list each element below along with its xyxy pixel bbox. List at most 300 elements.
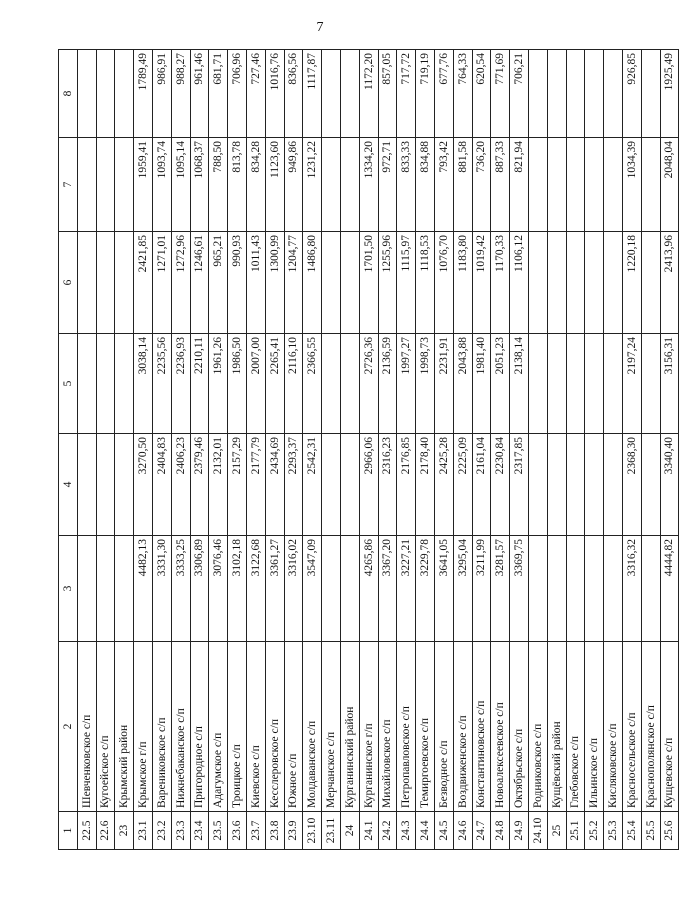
value-cell: 1204,77	[284, 232, 303, 334]
value-cell: 3361,27	[265, 536, 284, 642]
table-row	[303, 50, 322, 850]
value-cell: 788,50	[209, 138, 228, 232]
value-cell: 677,76	[434, 50, 453, 138]
table-row	[660, 50, 679, 850]
row-number-cell: 25.3	[604, 812, 623, 850]
table-row	[641, 50, 660, 850]
value-cell: 1334,20	[359, 138, 378, 232]
settlement-name-cell: Кисляковское с/п	[604, 642, 623, 812]
value-cell: 887,33	[491, 138, 510, 232]
column-header: 6	[59, 232, 78, 334]
value-cell	[566, 50, 585, 138]
value-cell: 1271,01	[152, 232, 171, 334]
column-header: 4	[59, 434, 78, 536]
settlement-name-cell: Глебовское с/п	[566, 642, 585, 812]
table-row	[265, 50, 284, 850]
value-cell	[77, 50, 96, 138]
value-cell: 2406,23	[171, 434, 190, 536]
settlement-name-cell: Воздвиженское с/п	[453, 642, 472, 812]
row-number-cell: 25	[547, 812, 566, 850]
value-cell	[604, 434, 623, 536]
settlement-name-cell: Курганинский район	[340, 642, 359, 812]
table-row	[453, 50, 472, 850]
value-cell: 3229,78	[416, 536, 435, 642]
row-number-cell: 23.4	[190, 812, 209, 850]
value-cell: 2317,85	[510, 434, 529, 536]
value-cell	[528, 334, 547, 434]
value-cell	[604, 138, 623, 232]
row-number-cell: 23.6	[228, 812, 247, 850]
row-number-cell: 23.10	[303, 812, 322, 850]
value-cell	[322, 334, 341, 434]
value-cell: 1272,96	[171, 232, 190, 334]
value-cell	[604, 334, 623, 434]
value-cell: 3281,57	[491, 536, 510, 642]
value-cell: 1981,40	[472, 334, 491, 434]
table-row	[190, 50, 209, 850]
settlement-name-cell: Крымский район	[115, 642, 134, 812]
value-cell: 3547,09	[303, 536, 322, 642]
value-cell	[547, 138, 566, 232]
row-number-cell: 24	[340, 812, 359, 850]
value-cell: 1106,12	[510, 232, 529, 334]
settlement-name-cell: Адагумское с/п	[209, 642, 228, 812]
value-cell: 2007,00	[246, 334, 265, 434]
table-row	[152, 50, 171, 850]
value-cell: 1986,50	[228, 334, 247, 434]
value-cell	[547, 434, 566, 536]
value-cell	[585, 334, 604, 434]
settlement-name-cell: Родниковское с/п	[528, 642, 547, 812]
row-number-cell: 24.8	[491, 812, 510, 850]
table-row	[585, 50, 604, 850]
value-cell	[566, 334, 585, 434]
value-cell: 972,71	[378, 138, 397, 232]
settlement-name-cell: Константиновское с/п	[472, 642, 491, 812]
value-cell: 2413,96	[660, 232, 679, 334]
value-cell: 3316,02	[284, 536, 303, 642]
value-cell: 1183,80	[453, 232, 472, 334]
value-cell	[96, 434, 115, 536]
settlement-name-cell: Шевченковское с/п	[77, 642, 96, 812]
value-cell	[585, 232, 604, 334]
value-cell: 2366,55	[303, 334, 322, 434]
value-cell: 988,27	[171, 50, 190, 138]
settlement-name-cell: Пригородное с/п	[190, 642, 209, 812]
settlement-name-cell: Кесслеровское с/п	[265, 642, 284, 812]
value-cell	[322, 434, 341, 536]
row-number-cell: 25.4	[622, 812, 641, 850]
value-cell	[547, 536, 566, 642]
settlement-name-cell: Кущевское с/п	[660, 642, 679, 812]
value-cell	[641, 536, 660, 642]
table-row	[246, 50, 265, 850]
row-number-cell: 23.8	[265, 812, 284, 850]
value-cell: 2425,28	[434, 434, 453, 536]
row-number-cell: 24.10	[528, 812, 547, 850]
value-cell	[566, 138, 585, 232]
row-number-cell: 25.6	[660, 812, 679, 850]
value-cell: 2230,84	[491, 434, 510, 536]
value-cell	[604, 232, 623, 334]
value-cell: 1118,53	[416, 232, 435, 334]
value-cell: 3102,18	[228, 536, 247, 642]
table-header-row	[59, 50, 78, 850]
row-number-cell: 25.2	[585, 812, 604, 850]
table-row	[228, 50, 247, 850]
value-cell: 1220,18	[622, 232, 641, 334]
value-cell	[115, 138, 134, 232]
column-header: 3	[59, 536, 78, 642]
value-cell	[340, 536, 359, 642]
value-cell	[340, 334, 359, 434]
value-cell: 857,05	[378, 50, 397, 138]
value-cell	[585, 138, 604, 232]
value-cell	[566, 536, 585, 642]
settlement-name-cell: Темиргоевское с/п	[416, 642, 435, 812]
value-cell: 3270,50	[134, 434, 153, 536]
column-header: 1	[59, 812, 78, 850]
value-cell: 961,46	[190, 50, 209, 138]
value-cell: 3369,75	[510, 536, 529, 642]
value-cell: 4482,13	[134, 536, 153, 642]
table-row	[359, 50, 378, 850]
value-cell: 1997,27	[397, 334, 416, 434]
table-row	[322, 50, 341, 850]
value-cell: 2051,23	[491, 334, 510, 434]
value-cell: 1246,61	[190, 232, 209, 334]
row-number-cell: 23.3	[171, 812, 190, 850]
row-number-cell: 23.7	[246, 812, 265, 850]
value-cell: 2048,04	[660, 138, 679, 232]
row-number-cell: 23.5	[209, 812, 228, 850]
row-number-cell: 24.2	[378, 812, 397, 850]
value-cell	[115, 434, 134, 536]
value-cell	[585, 434, 604, 536]
table-row	[566, 50, 585, 850]
value-cell: 1019,42	[472, 232, 491, 334]
row-number-cell: 23.9	[284, 812, 303, 850]
value-cell	[96, 536, 115, 642]
row-number-cell: 25.1	[566, 812, 585, 850]
value-cell	[585, 50, 604, 138]
settlement-name-cell: Краснополянское с/п	[641, 642, 660, 812]
value-cell	[604, 50, 623, 138]
value-cell	[96, 138, 115, 232]
value-cell: 949,86	[284, 138, 303, 232]
table-row	[134, 50, 153, 850]
value-cell: 2177,79	[246, 434, 265, 536]
value-cell: 2136,59	[378, 334, 397, 434]
page-number: 7	[316, 20, 324, 35]
settlement-name-cell: Ильинское с/п	[585, 642, 604, 812]
value-cell: 1701,50	[359, 232, 378, 334]
value-cell	[528, 138, 547, 232]
value-cell: 1998,73	[416, 334, 435, 434]
value-cell: 2434,69	[265, 434, 284, 536]
value-cell: 2542,31	[303, 434, 322, 536]
table-row	[604, 50, 623, 850]
settlement-name-cell: Крымское г/п	[134, 642, 153, 812]
table-row	[378, 50, 397, 850]
value-cell: 2726,36	[359, 334, 378, 434]
value-cell: 727,46	[246, 50, 265, 138]
value-cell: 881,58	[453, 138, 472, 232]
value-cell: 836,56	[284, 50, 303, 138]
value-cell: 2368,30	[622, 434, 641, 536]
table-body	[77, 50, 679, 850]
table-row	[472, 50, 491, 850]
value-cell	[528, 536, 547, 642]
value-cell: 1123,60	[265, 138, 284, 232]
value-cell	[115, 232, 134, 334]
value-cell: 3156,31	[660, 334, 679, 434]
value-cell: 2157,29	[228, 434, 247, 536]
value-cell: 1172,20	[359, 50, 378, 138]
value-cell: 926,85	[622, 50, 641, 138]
table-row	[96, 50, 115, 850]
value-cell: 1115,97	[397, 232, 416, 334]
value-cell: 3331,30	[152, 536, 171, 642]
value-cell: 1117,87	[303, 50, 322, 138]
value-cell	[641, 138, 660, 232]
value-cell: 2404,83	[152, 434, 171, 536]
value-cell: 2231,91	[434, 334, 453, 434]
value-cell	[115, 536, 134, 642]
settlement-name-cell: Нижнебаканское с/п	[171, 642, 190, 812]
value-cell	[115, 334, 134, 434]
value-cell: 2116,10	[284, 334, 303, 434]
settlement-name-cell: Троицкое с/п	[228, 642, 247, 812]
settlement-name-cell: Молдаванское с/п	[303, 642, 322, 812]
value-cell: 2293,37	[284, 434, 303, 536]
settlement-name-cell: Южное с/п	[284, 642, 303, 812]
value-cell: 706,21	[510, 50, 529, 138]
value-cell: 2421,85	[134, 232, 153, 334]
value-cell: 3211,99	[472, 536, 491, 642]
value-cell: 1925,49	[660, 50, 679, 138]
value-cell: 3295,04	[453, 536, 472, 642]
value-cell: 1016,76	[265, 50, 284, 138]
value-cell	[115, 50, 134, 138]
value-cell: 2132,01	[209, 434, 228, 536]
value-cell	[528, 50, 547, 138]
row-number-cell: 23.1	[134, 812, 153, 850]
row-number-cell: 22.6	[96, 812, 115, 850]
value-cell: 1068,37	[190, 138, 209, 232]
value-cell: 3227,21	[397, 536, 416, 642]
value-cell	[77, 334, 96, 434]
value-cell	[77, 434, 96, 536]
value-cell: 2235,56	[152, 334, 171, 434]
value-cell: 793,42	[434, 138, 453, 232]
row-number-cell: 23	[115, 812, 134, 850]
value-cell: 2161,04	[472, 434, 491, 536]
value-cell: 736,20	[472, 138, 491, 232]
value-cell	[604, 536, 623, 642]
value-cell: 2138,14	[510, 334, 529, 434]
value-cell	[528, 232, 547, 334]
value-cell: 1076,70	[434, 232, 453, 334]
value-cell: 821,94	[510, 138, 529, 232]
value-cell: 3306,89	[190, 536, 209, 642]
value-cell	[585, 536, 604, 642]
row-number-cell: 24.5	[434, 812, 453, 850]
column-header: 2	[59, 642, 78, 812]
value-cell	[547, 232, 566, 334]
value-cell: 1959,41	[134, 138, 153, 232]
row-number-cell: 24.3	[397, 812, 416, 850]
row-number-cell: 24.7	[472, 812, 491, 850]
column-header: 8	[59, 50, 78, 138]
value-cell: 1300,99	[265, 232, 284, 334]
value-cell	[322, 50, 341, 138]
value-cell	[340, 434, 359, 536]
value-cell	[322, 536, 341, 642]
value-cell: 2176,85	[397, 434, 416, 536]
value-cell: 3333,25	[171, 536, 190, 642]
value-cell: 1231,22	[303, 138, 322, 232]
settlement-name-cell: Кугоейское с/п	[96, 642, 115, 812]
value-cell: 986,91	[152, 50, 171, 138]
value-cell: 813,78	[228, 138, 247, 232]
value-cell: 1034,39	[622, 138, 641, 232]
value-cell: 764,33	[453, 50, 472, 138]
table-row	[397, 50, 416, 850]
value-cell: 3641,05	[434, 536, 453, 642]
column-header: 5	[59, 334, 78, 434]
settlement-name-cell: Октябрьское с/п	[510, 642, 529, 812]
value-cell	[340, 138, 359, 232]
value-cell: 965,21	[209, 232, 228, 334]
value-cell: 1961,26	[209, 334, 228, 434]
value-cell: 2043,88	[453, 334, 472, 434]
settlement-name-cell: Мерчанское с/п	[322, 642, 341, 812]
value-cell	[547, 50, 566, 138]
value-cell: 706,96	[228, 50, 247, 138]
value-cell: 2316,23	[378, 434, 397, 536]
value-cell	[340, 232, 359, 334]
value-cell: 2236,93	[171, 334, 190, 434]
value-cell: 3038,14	[134, 334, 153, 434]
value-cell: 1255,96	[378, 232, 397, 334]
table-row	[340, 50, 359, 850]
value-cell	[340, 50, 359, 138]
table-row	[528, 50, 547, 850]
value-cell: 771,69	[491, 50, 510, 138]
value-cell: 3076,46	[209, 536, 228, 642]
row-number-cell: 24.1	[359, 812, 378, 850]
table-row	[547, 50, 566, 850]
table-row	[491, 50, 510, 850]
settlement-name-cell: Новоалексеевское с/п	[491, 642, 510, 812]
value-cell	[641, 232, 660, 334]
table-row	[434, 50, 453, 850]
value-cell	[547, 334, 566, 434]
value-cell: 3367,20	[378, 536, 397, 642]
value-cell: 2210,11	[190, 334, 209, 434]
value-cell	[96, 334, 115, 434]
value-cell: 2265,41	[265, 334, 284, 434]
table-row	[115, 50, 134, 850]
value-cell: 3316,32	[622, 536, 641, 642]
settlement-name-cell: Кущёвский район	[547, 642, 566, 812]
value-cell: 833,33	[397, 138, 416, 232]
value-cell	[566, 232, 585, 334]
value-cell	[566, 434, 585, 536]
value-cell: 717,72	[397, 50, 416, 138]
row-number-cell: 23.11	[322, 812, 341, 850]
value-cell: 681,71	[209, 50, 228, 138]
value-cell: 1170,33	[491, 232, 510, 334]
value-cell: 3340,40	[660, 434, 679, 536]
value-cell	[77, 138, 96, 232]
value-cell: 2379,46	[190, 434, 209, 536]
value-cell: 1789,49	[134, 50, 153, 138]
value-cell	[528, 434, 547, 536]
value-cell: 4444,82	[660, 536, 679, 642]
value-cell: 1095,14	[171, 138, 190, 232]
value-cell	[96, 232, 115, 334]
value-cell: 1011,43	[246, 232, 265, 334]
column-header: 7	[59, 138, 78, 232]
settlement-name-cell: Красносельское с/п	[622, 642, 641, 812]
value-cell: 1093,74	[152, 138, 171, 232]
row-number-cell: 23.2	[152, 812, 171, 850]
value-cell	[322, 232, 341, 334]
settlement-name-cell: Варениковское с/п	[152, 642, 171, 812]
value-cell	[641, 50, 660, 138]
row-number-cell: 24.6	[453, 812, 472, 850]
value-cell	[641, 334, 660, 434]
value-cell: 2197,24	[622, 334, 641, 434]
rotated-table-container	[58, 50, 676, 850]
value-cell: 719,19	[416, 50, 435, 138]
value-cell	[96, 50, 115, 138]
settlement-name-cell: Михайловское с/п	[378, 642, 397, 812]
row-number-cell: 22.5	[77, 812, 96, 850]
settlement-name-cell: Безводное с/п	[434, 642, 453, 812]
settlement-name-cell: Курганинское г/п	[359, 642, 378, 812]
data-table	[58, 49, 679, 850]
value-cell: 2178,40	[416, 434, 435, 536]
value-cell: 3122,68	[246, 536, 265, 642]
row-number-cell: 24.4	[416, 812, 435, 850]
value-cell: 834,28	[246, 138, 265, 232]
value-cell: 1486,80	[303, 232, 322, 334]
value-cell: 2966,06	[359, 434, 378, 536]
value-cell: 2225,09	[453, 434, 472, 536]
row-number-cell: 25.5	[641, 812, 660, 850]
table-row	[209, 50, 228, 850]
settlement-name-cell: Петропавловское с/п	[397, 642, 416, 812]
table-row	[284, 50, 303, 850]
value-cell: 620,54	[472, 50, 491, 138]
table-row	[77, 50, 96, 850]
table-row	[510, 50, 529, 850]
value-cell: 4265,86	[359, 536, 378, 642]
table-row	[171, 50, 190, 850]
table-row	[622, 50, 641, 850]
value-cell: 990,93	[228, 232, 247, 334]
value-cell	[322, 138, 341, 232]
settlement-name-cell: Киевское с/п	[246, 642, 265, 812]
value-cell	[77, 232, 96, 334]
value-cell	[77, 536, 96, 642]
value-cell: 834,88	[416, 138, 435, 232]
table-row	[416, 50, 435, 850]
value-cell	[641, 434, 660, 536]
